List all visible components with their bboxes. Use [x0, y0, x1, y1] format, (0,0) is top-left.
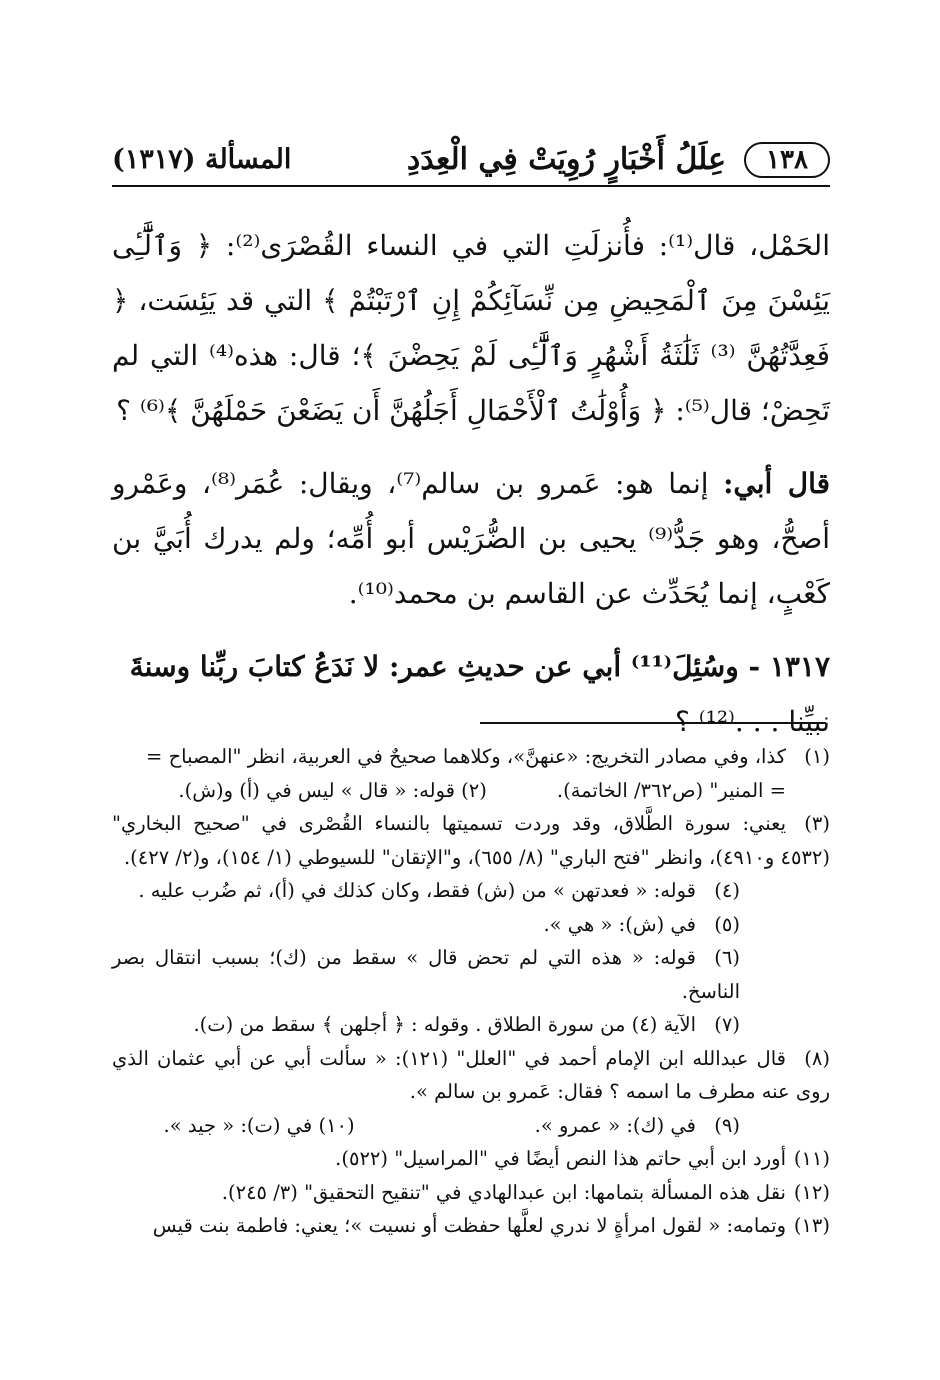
paragraph-3-text: نبيِّنا . . .⁽¹²⁾ ؟	[674, 705, 830, 738]
footnote-1-cont	[112, 774, 830, 808]
footnote-5	[112, 908, 830, 942]
footnote-text: قوله: « فعدتهن » من (ش) فقط، وكان كذلك في (أ)، ثم ضُرب عليه .	[138, 879, 696, 902]
footnote-2: (٢) قوله: « قال » ليس في (أ) و(ش).	[178, 778, 487, 802]
footnote-text: يعني: سورة الطَّلاق، وقد وردت تسميتها بالنساء القُصْرى في "صحيح البخاري" (٤٥٣٢ و٤٩١٠)، وانظر "فتح الباري" (٨/ ٦٥٥)، و"الإتقان" للسيوطي (١/ ١٥٤)، و(٢/ ٤٢٧).	[112, 812, 830, 869]
issue-heading: ١٣١٧ - وسُئِلَ⁽¹¹⁾ أبي عن حديثِ عمر: لا نَدَعُ كتابَ ربِّنا وسنةَ	[129, 650, 830, 683]
footnote-9	[112, 1109, 830, 1143]
footnote-number: (١٢)	[793, 1180, 830, 1204]
issue-label: المسألة (١٣١٧)	[112, 144, 292, 175]
footnote-separator	[480, 722, 826, 724]
footnote-6	[112, 941, 830, 1008]
footnote-1	[112, 740, 830, 774]
footnote-text: قال عبدالله ابن الإمام أحمد في "العلل" (١٢١): « سألت أبي عن أبي عثمان الذي روى عنه مطرف ما اسمه ؟ فقال: عَمرو بن سالم ».	[112, 1046, 830, 1103]
page-number-badge	[744, 142, 830, 178]
footnote-number: (١١)	[793, 1147, 830, 1170]
footnote-text: نقل هذه المسألة بتمامها: ابن عبدالهادي في "تنقيح التحقيق" (٣/ ٢٤٥).	[221, 1180, 786, 1204]
footnote-text: أورد ابن أبي حاتم هذا النص أيضًا في "المراسيل" (٥٢٢).	[335, 1147, 786, 1170]
paragraph-2-lead: قال أبي:	[723, 467, 830, 500]
main-text	[112, 218, 830, 767]
page-header	[112, 140, 830, 190]
footnote-text: كذا، وفي مصادر التخريج: «عنهنَّ»، وكلاهما صحيحٌ في العربية، انظر "المصباح =	[146, 745, 786, 768]
running-title: عِلَلُ أَخْبَارٍ رُوِيَتْ فِي الْعِدَدِ	[406, 142, 726, 177]
page-number: ١٣٨	[766, 145, 808, 175]
footnote-number: (٦)	[714, 946, 740, 969]
header-rule	[112, 185, 830, 187]
footnote-text: في (ش): « هي ».	[543, 912, 696, 936]
footnote-number: (١٣)	[793, 1214, 830, 1237]
footnote-text: = المنير" (ص٣٦٢/ الخاتمة).	[556, 778, 786, 802]
paragraph-2-text: إنما هو: عَمرو بن سالم⁽⁷⁾، ويقال: عُمَر⁽⁸⁾، وعَمْرو أصحُّ، وهو جَدُّ⁽⁹⁾ يحيى بن الضُّرَيْس أبو أُمِّه؛ ولم يدرك أُبَيَّ بن كَعْبٍ، إنما يُحَدِّث عن القاسم بن محمد⁽¹⁰⁾.	[112, 467, 830, 610]
footnote-10: (١٠) في (ت): « جيد ».	[163, 1113, 355, 1137]
footnote-text: الآية (٤) من سورة الطلاق . وقوله : ﴿ أجلهن ﴾ سقط من (ت).	[193, 1013, 696, 1036]
footnote-number: (٣)	[804, 812, 830, 835]
footnote-number: (٨)	[804, 1046, 830, 1070]
footnote-number: (٥)	[714, 912, 740, 936]
footnote-8	[112, 1042, 830, 1109]
footnote-number: (٩)	[714, 1113, 740, 1137]
footnote-text: وتمامه: « لقول امرأةٍ لا ندري لعلَّها حفظت أو نسيت »؛ يعني: فاطمة بنت قيس	[152, 1214, 786, 1237]
footnote-number: (٤)	[714, 879, 740, 902]
footnote-number: (١)	[804, 745, 830, 768]
footnotes	[112, 740, 830, 1243]
footnote-4	[112, 874, 830, 908]
footnote-7	[112, 1008, 830, 1042]
footnote-text: في (ك): « عمرو ».	[534, 1113, 696, 1137]
footnote-11	[112, 1142, 830, 1176]
paragraph-2	[112, 456, 830, 621]
paragraph-3	[112, 639, 830, 749]
footnote-13	[112, 1209, 830, 1243]
footnote-12	[112, 1176, 830, 1210]
footnote-number: (٧)	[714, 1013, 740, 1036]
footnote-3	[112, 807, 830, 874]
footnote-text: قوله: « هذه التي لم تحض قال » سقط من (ك)؛ بسبب انتقال بصر الناسخ.	[112, 946, 740, 1003]
paragraph-1: الحَمْل، قال⁽¹⁾: فأُنزلَتِ التي في النساء القُصْرَى⁽²⁾: ﴿ وَٱلَّٰٓـِٔى يَئِسْنَ مِنَ ٱلْمَحِيضِ مِن نِّسَآئِكُمْ إِنِ ٱرْتَبْتُمْ ﴾ التي قد يَئِسَت، ﴿ فَعِدَّتُهُنَّ ⁽³⁾ ثَلَٰثَةُ أَشْهُرٍ وَٱلَّٰٓـِٔى لَمْ يَحِضْنَ ﴾؛ قال: هذه⁽⁴⁾ التي لم تَحِضْ؛ قال⁽⁵⁾: ﴿ وَأُوْلَٰتُ ٱلْأَحْمَالِ أَجَلُهُنَّ أَن يَضَعْنَ حَمْلَهُنَّ ﴾⁽⁶⁾ ؟	[112, 229, 830, 427]
